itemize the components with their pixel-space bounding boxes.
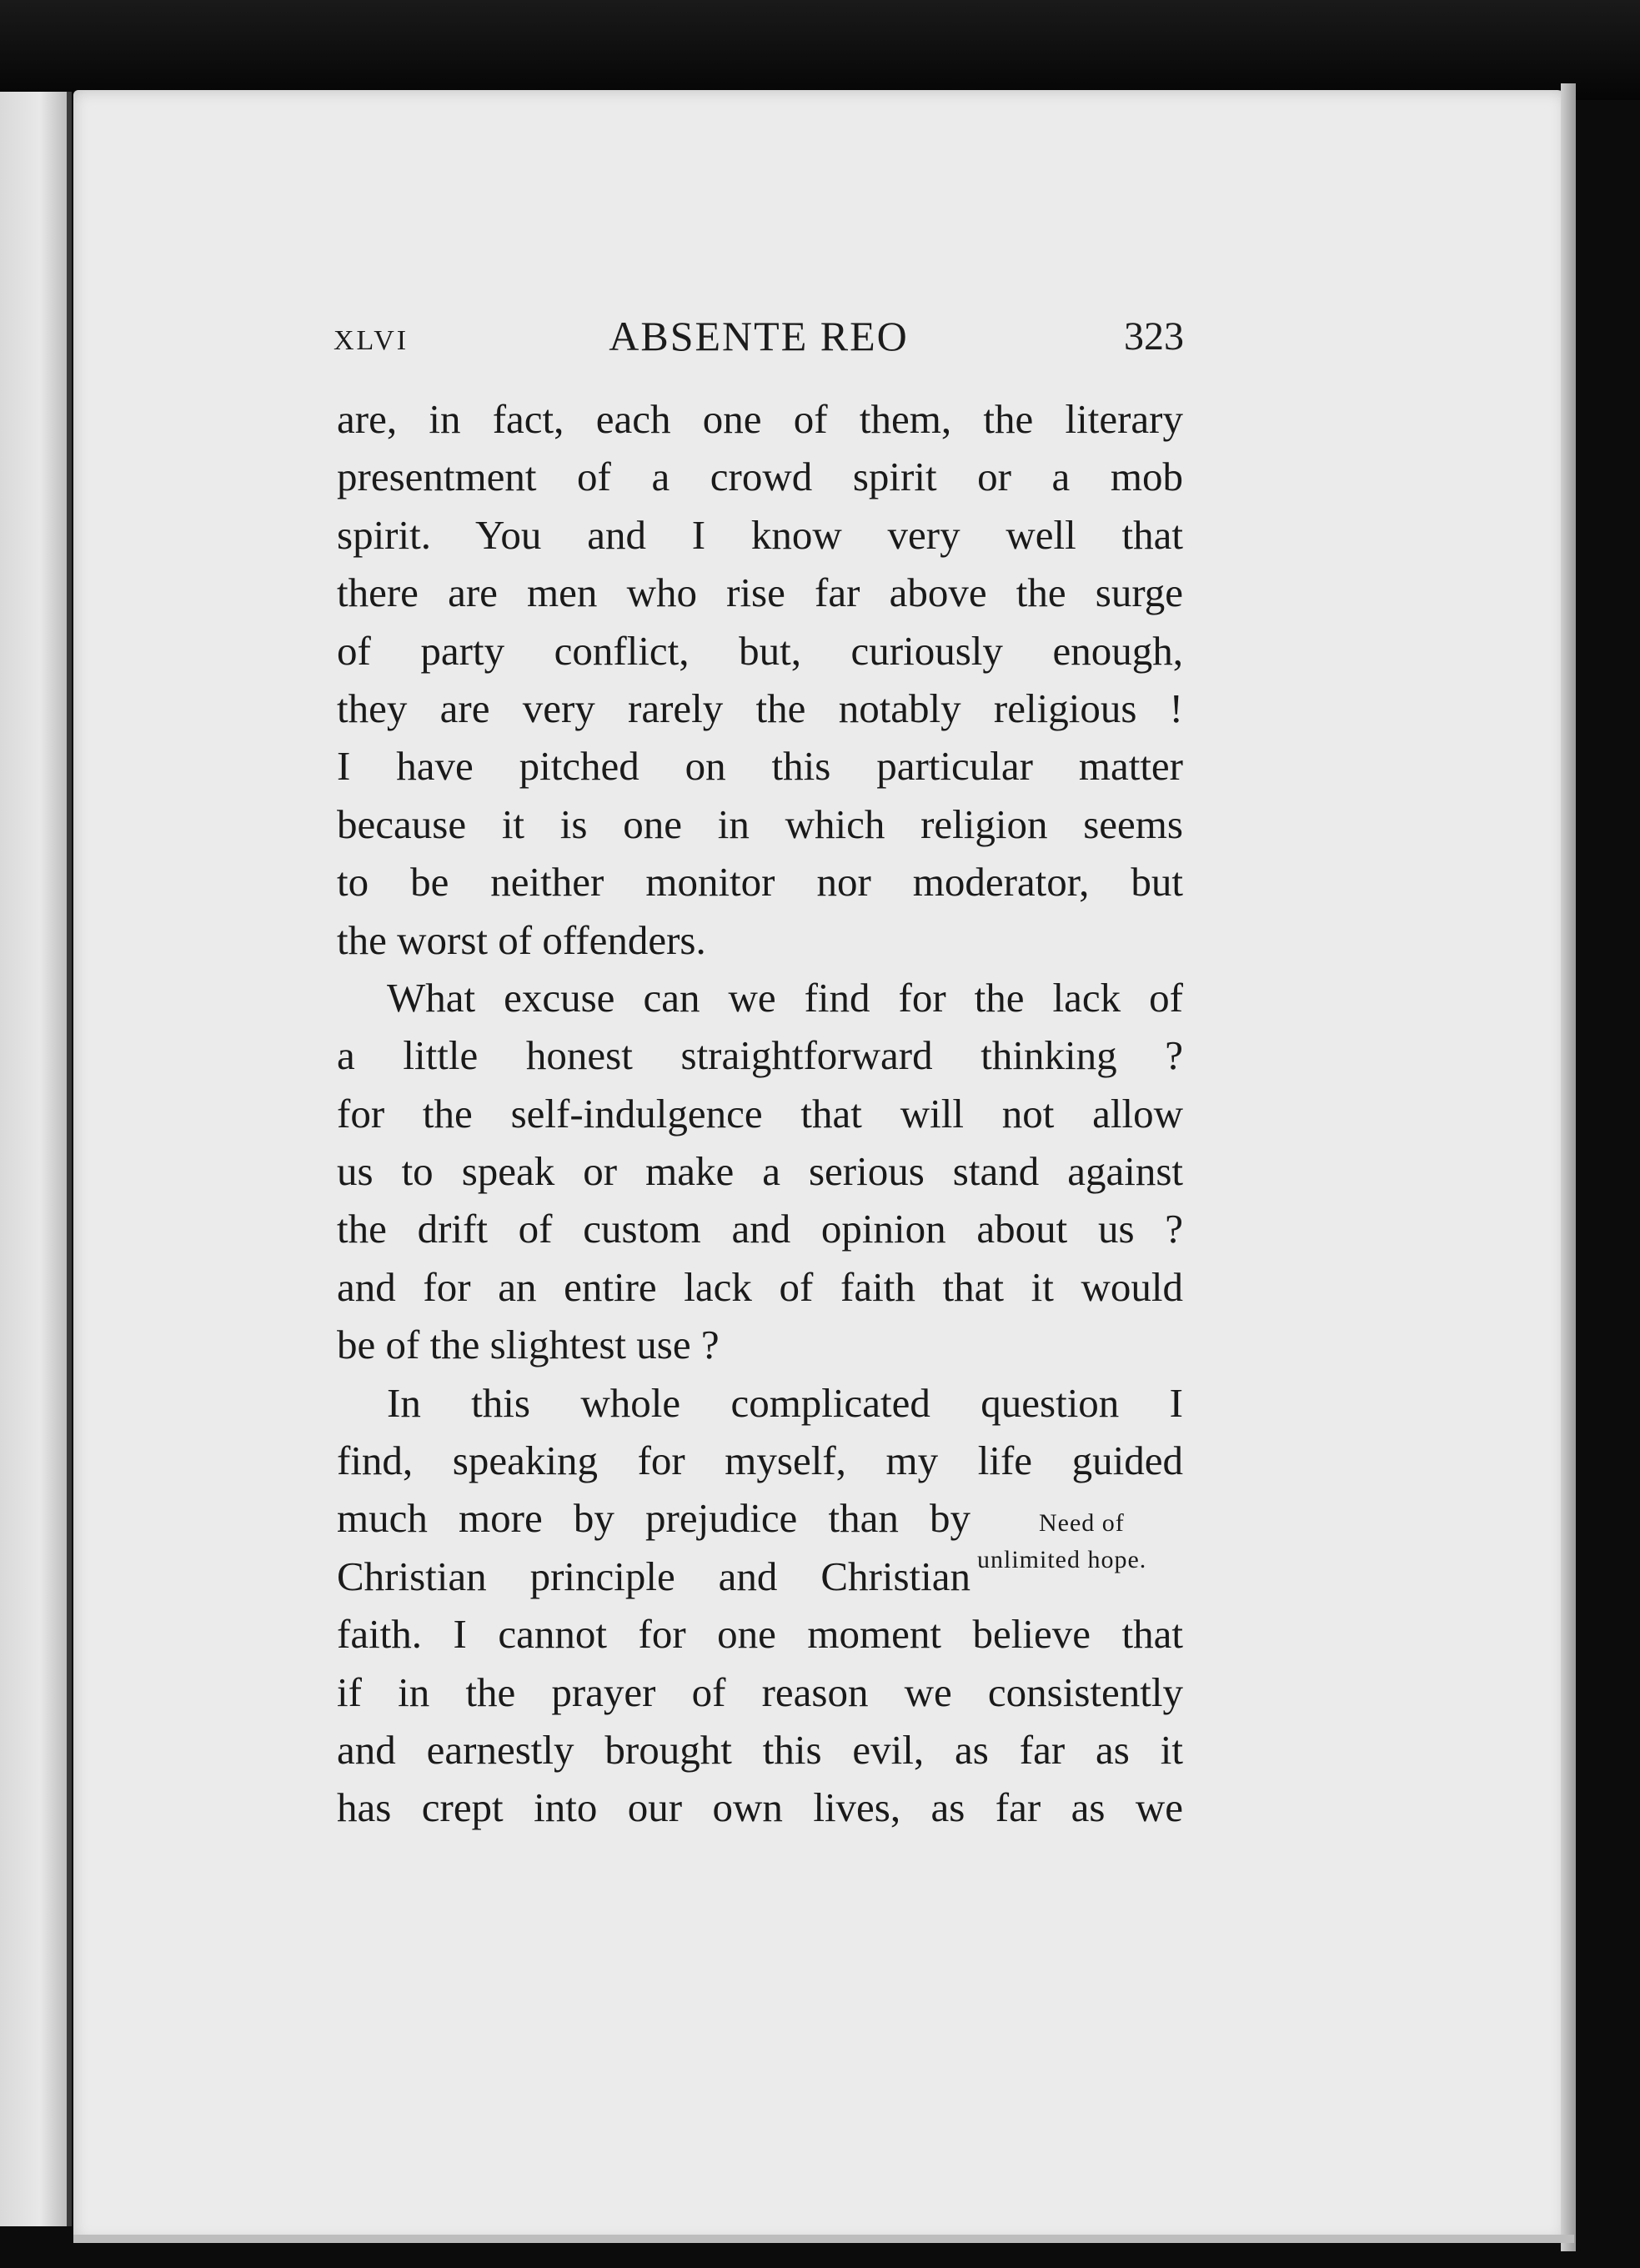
text-line: of party conflict, but, curiously enough, [337,627,1183,674]
text-line: us to speak or make a serious stand against [337,1148,1183,1195]
text-line: because it is one in which religion seems [337,800,1183,847]
text-line: In this whole complicated question I [387,1379,1183,1426]
margin-note-line-1: Need of [1039,1509,1125,1537]
text-line: I have pitched on this particular matter [337,743,1183,790]
text-line: they are very rarely the notably religious ! [337,685,1183,731]
page-right-edge [1561,83,1576,2251]
text-line: find, speaking for myself, my life guided [337,1438,1183,1484]
text-line: presentment of a crowd spirit or a mob [337,454,1183,500]
scan-background-top [0,0,1640,100]
text-line: Christian principle and Christian [337,1553,970,1599]
running-head [334,309,1184,367]
text-line: and for an entire lack of faith that it would [337,1263,1183,1310]
text-line: a little honest straightforward thinking ? [337,1032,1183,1079]
text-line: has crept into our own lives, as far as we [337,1784,1183,1831]
page-number: 323 [1124,314,1184,359]
text-line: if in the prayer of reason we consistently [337,1668,1183,1715]
text-line: What excuse can we find for the lack of [387,974,1183,1021]
body-text [337,390,1183,1837]
text-line: to be neither monitor nor moderator, but [337,859,1183,906]
chapter-number: XLVI [334,325,409,356]
margin-note-line-2: unlimited hope. [977,1546,1147,1573]
running-title: ABSENTE REO [609,313,909,359]
facing-page-edge [0,92,72,2226]
text-line: and earnestly brought this evil, as far as it [337,1726,1183,1773]
text-line: for the self-indulgence that will not allow [337,1090,1183,1137]
text-line: the drift of custom and opinion about us ? [337,1206,1183,1252]
text-line: there are men who rise far above the surge [337,570,1183,616]
text-line: the worst of offenders. [337,916,706,963]
text-line: much more by prejudice than by [337,1495,970,1542]
page-bottom-edge [73,2235,1574,2243]
text-line: are, in fact, each one of them, the literary [337,396,1183,442]
text-line: be of the slightest use ? [337,1322,720,1368]
text-line: faith. I cannot for one moment believe that [337,1611,1183,1658]
text-line: spirit. You and I know very well that [337,511,1183,558]
